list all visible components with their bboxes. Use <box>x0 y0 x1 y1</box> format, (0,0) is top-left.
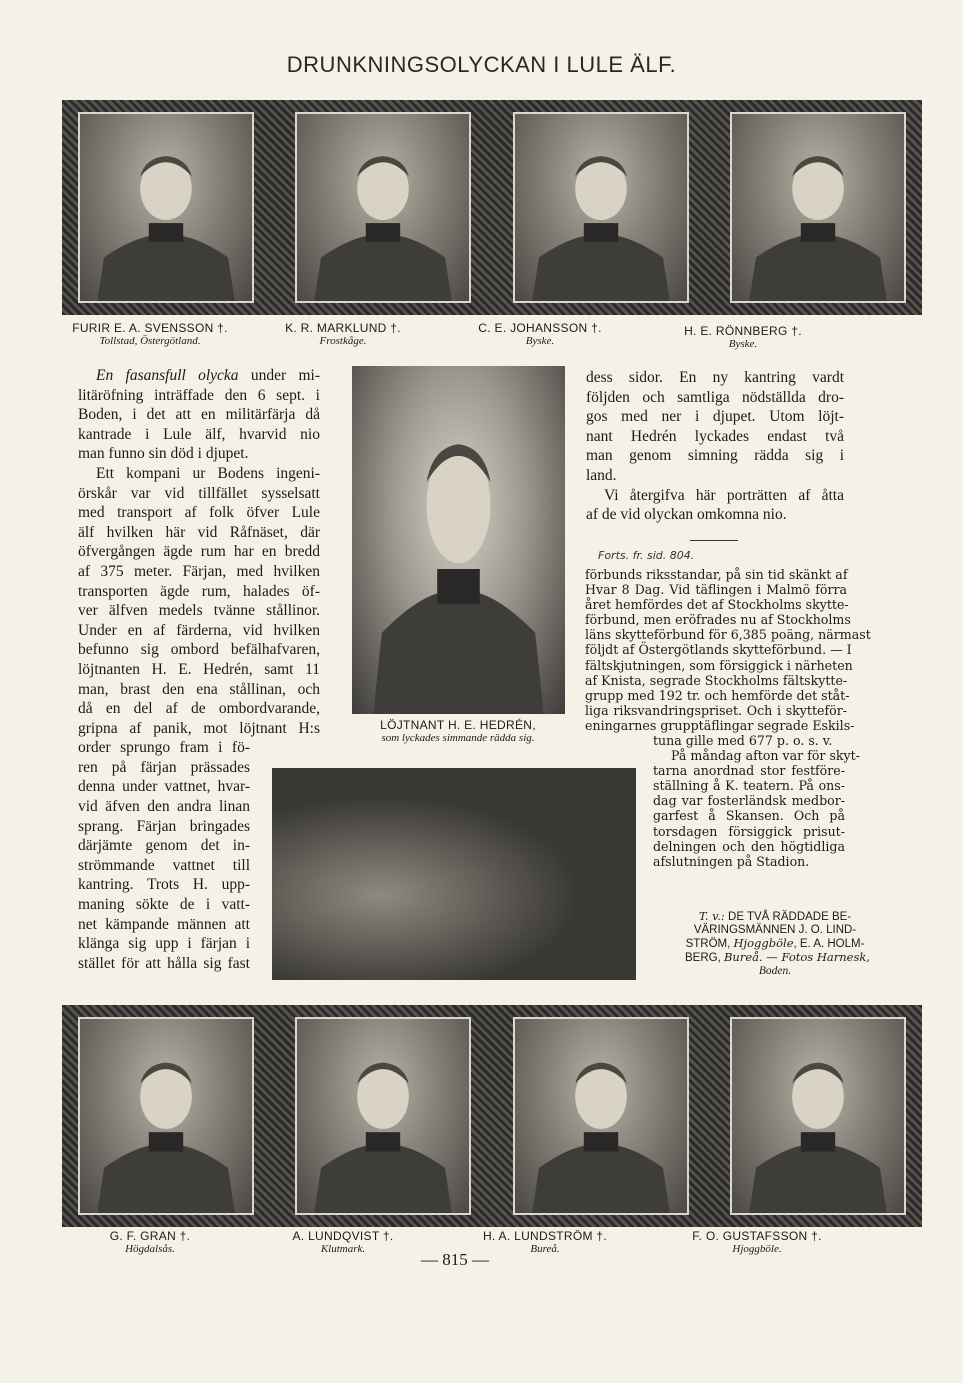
text-line: af de vid olyckan omkomna nio. <box>586 506 787 524</box>
portrait-photo <box>295 1017 471 1215</box>
caption-name: A. LUNDQVIST †. <box>292 1229 394 1243</box>
text-line: land. <box>586 466 617 484</box>
text-line: Hvar 8 Dag. Vid täflingen i Malmö förra <box>585 582 847 598</box>
caption-prefix: T. v.: <box>698 909 725 923</box>
caption-place: Tollstad, Östergötland. <box>99 335 201 347</box>
lead-italic: En fasansfull olycka <box>96 367 239 384</box>
text-line: net kämpande männen att <box>78 915 250 933</box>
soldier-silhouette-icon <box>297 114 469 301</box>
caption-line: Boden. <box>758 965 792 977</box>
caption-line: DE TVÅ RÄDDADE BE- <box>728 911 852 923</box>
text-line: gos med ner i djupet. Utom löjt- <box>586 408 844 426</box>
article-right-column <box>586 368 844 525</box>
text-line: transporten ägde rum, halades öf- <box>78 582 320 600</box>
soldier-silhouette-icon <box>515 1019 687 1213</box>
text-line: afslutningen på Stadion. <box>653 853 810 869</box>
text-line: af 375 meter. Färjan, med hvilken <box>78 562 320 580</box>
caption-line: VÄRINGSMÄNNEN J. O. LIND- <box>693 924 857 936</box>
text-line: eningarnes grupptäflingar segrade Eskils- <box>585 717 855 733</box>
caption-place: Hjoggböle. <box>732 1243 782 1255</box>
text-line: torsdagen försiggick prisut- <box>653 823 845 839</box>
portrait-photo <box>513 112 689 303</box>
caption-place: Byske. <box>728 338 758 350</box>
text: under mi- <box>238 367 320 384</box>
text-line: året hemfördes det af Stockholms skytte- <box>585 597 849 613</box>
caption-name: K. R. MARKLUND †. <box>285 321 401 335</box>
text-line: garfest å Skansen. Och på <box>653 808 845 824</box>
text-line: kantring. Trots H. upp- <box>78 876 250 894</box>
caption-place: Klutmark. <box>320 1243 366 1255</box>
portrait-caption <box>440 322 640 348</box>
text-line: älf hvilken här vid Råfnäset, där <box>78 523 320 541</box>
continuation-ref: Forts. fr. sid. 804. <box>598 549 695 562</box>
text-line: gripna af panik, mot löjtnant H:s <box>78 719 320 737</box>
text-line: följden och samtliga nödställda dro- <box>586 388 844 406</box>
soldier-silhouette-icon <box>732 1019 904 1213</box>
text-line: kantrade i Lule älf, hvarvid nio <box>78 425 320 443</box>
text-line: med transport af folk öfver Lule <box>78 504 320 522</box>
text-line: ver älfven medels tvänne stållinor. <box>78 602 320 620</box>
text-line: dess sidor. En ny kantring vardt <box>586 369 844 386</box>
portrait-photo <box>730 112 906 303</box>
text-line: Under en af färderna, vid hvilken <box>78 621 320 639</box>
text-line: sprang. Färjan bringades <box>78 817 250 835</box>
caption-place: Byske. <box>525 335 555 347</box>
portrait-photo <box>513 1017 689 1215</box>
text-line: denna under vattnet, hvar- <box>78 778 250 796</box>
caption-name: LÖJTNANT H. E. HEDRÉN, <box>380 718 536 732</box>
text-line: tuna gille med 677 p. o. s. v. <box>653 733 833 748</box>
caption-name: H. E. RÖNNBERG †. <box>684 324 802 338</box>
caption-name: FURIR E. A. SVENSSON †. <box>72 321 228 335</box>
text-line: fältskjutningen, som försiggick i närheten <box>585 657 853 673</box>
soldier-silhouette-icon <box>297 1019 469 1213</box>
top-portrait-strip <box>62 100 922 315</box>
hedren-caption <box>358 719 558 745</box>
caption-text: , E. A. HOLM- <box>793 938 865 950</box>
caption-name: F. O. GUSTAFSSON †. <box>692 1229 822 1243</box>
portrait-caption <box>243 322 443 348</box>
page-number: — 815 — <box>421 1250 489 1269</box>
caption-note: som lyckades simmande rädda sig. <box>381 732 535 744</box>
text-line: liga riksvandringspriset. Och i skytteför- <box>585 702 847 718</box>
group-caption <box>685 909 870 978</box>
caption-place: Bureå. <box>530 1243 560 1255</box>
text-line: örskår var vid tillfället sysselsatt <box>78 484 320 502</box>
caption-place: Frostkåge. <box>319 335 367 347</box>
caption-place: Högdalsås. <box>125 1243 175 1255</box>
text-line: öfvergången ägde rum har en bredd <box>78 543 320 561</box>
text-line: Vi återgifva här porträtten af åtta <box>604 486 844 504</box>
text-line: maning sökte de i vatt- <box>78 896 250 914</box>
text-line <box>78 366 320 386</box>
text-line: grupp med 192 tr. och hemförde det ståt- <box>585 687 850 703</box>
text-line: ren på färjan prässades <box>78 758 250 776</box>
text-line: stället för att hålla sig fast <box>78 954 250 972</box>
portrait-photo <box>295 112 471 303</box>
divider <box>690 540 738 541</box>
caption-text: BERG, <box>685 952 724 964</box>
text-line: På måndag afton var för skyt- <box>671 748 860 764</box>
text-line: strömmande vattnet till <box>78 856 250 874</box>
soldier-silhouette-icon <box>732 114 904 301</box>
caption-credit: Bureå. — Fotos Harnesk, <box>723 950 870 964</box>
portrait-photo <box>78 112 254 303</box>
caption-name: H. A. LUNDSTRÖM †. <box>482 1229 608 1243</box>
caption-place: Hjoggböle <box>733 936 794 950</box>
portrait-photo <box>78 1017 254 1215</box>
text-line: af Knista, segrade Stockholms fältskytte- <box>585 672 848 688</box>
text-line: Ett kompani ur Bodens ingeni- <box>96 464 320 482</box>
bottom-portrait-strip <box>62 1005 922 1227</box>
soldier-silhouette-icon <box>80 114 252 301</box>
text-line: förbunds riksstandar, på sin tid skänkt af <box>585 567 848 582</box>
text-line: delningen och den högtidliga <box>653 838 845 854</box>
text-line: vid äfven den andra linan <box>78 798 250 816</box>
portrait-caption <box>643 325 843 351</box>
text-line: order sprungo fram i fö- <box>78 739 250 757</box>
text-line: Boden, i det att en militärfärja då <box>78 406 320 424</box>
text-line: nant Hedrén lyckades endast två <box>586 427 844 445</box>
text-line: ställning å K. teatern. På ons- <box>653 778 845 794</box>
caption-name: C. E. JOHANSSON †. <box>478 321 602 335</box>
caption-text: STRÖM, <box>685 938 734 950</box>
soldier-silhouette-icon <box>352 366 565 714</box>
text-line: följdt af Östergötlands skytteförbund. — I <box>585 642 852 658</box>
soldier-silhouette-icon <box>80 1019 252 1213</box>
text-line: klänga sig upp i färjan i <box>78 935 250 953</box>
text-line: man genom simning rädda sig i <box>586 447 844 465</box>
text-line: då en del af de ombordvarande, <box>78 700 320 718</box>
text-line: dag var fosterländsk medbor- <box>653 793 845 809</box>
text-line: löjtnanten H. E. Hedrén, samt 11 <box>78 660 320 678</box>
continuation-text <box>585 567 871 733</box>
soldier-silhouette-icon <box>515 114 687 301</box>
text-line: man, brast den ena stållinan, och <box>78 680 320 698</box>
text-line: befunno sig ombord befälhafvaren, <box>78 641 320 659</box>
portrait-caption <box>50 322 250 348</box>
continuation-text-narrow <box>653 733 860 869</box>
hedren-portrait-photo <box>352 366 565 714</box>
group-photo-rescued-men <box>272 768 636 980</box>
text-line: förbund, men eröfrades nu af Stockholms <box>585 612 851 628</box>
text-line: tarna anordnad stor festföre- <box>653 763 845 779</box>
caption-name: G. F. GRAN †. <box>109 1229 191 1243</box>
text-line: därjämte genom det in- <box>78 837 250 855</box>
text-line: läns skytteförbund för 6,385 poäng, närmast <box>585 627 871 643</box>
text-line: man funno sin död i djupet. <box>78 445 249 463</box>
portrait-photo <box>730 1017 906 1215</box>
text-line: litäröfning inträffade den 6 sept. i <box>78 386 320 404</box>
page-title: DRUNKNINGSOLYCKAN I LULE ÄLF. <box>286 52 677 77</box>
